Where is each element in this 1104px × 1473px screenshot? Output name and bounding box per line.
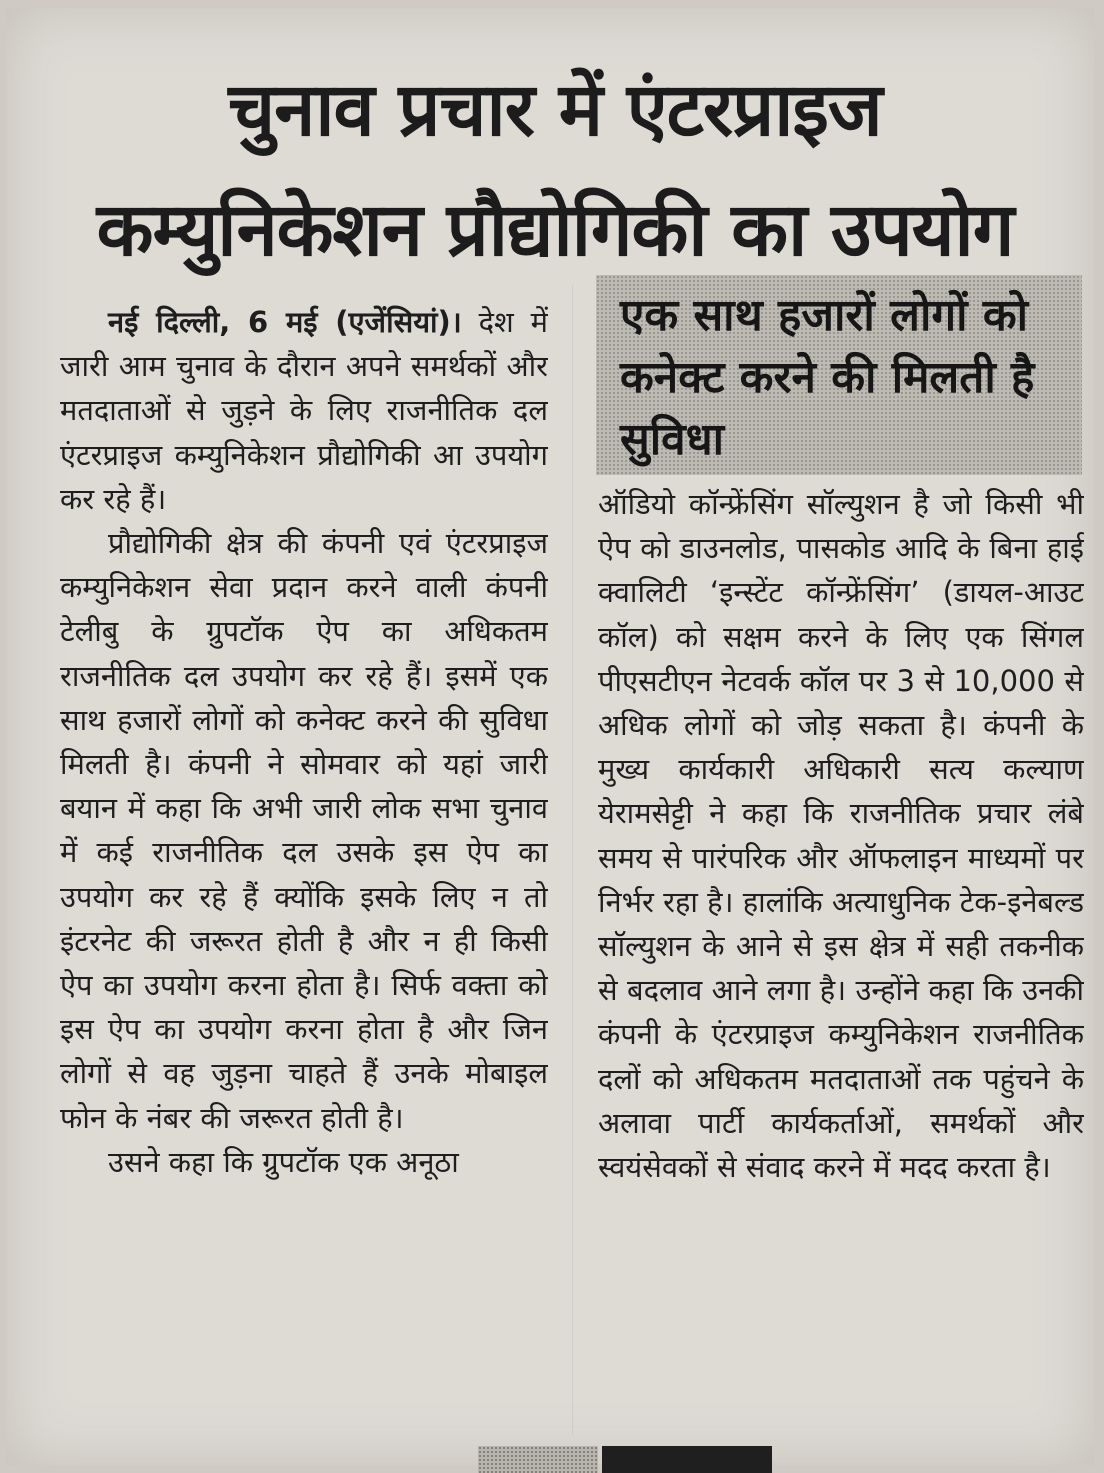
paragraph-2: प्रौद्योगिकी क्षेत्र की कंपनी एवं एंटरप्राइज कम्युनिकेशन सेवा प्रदान करने वाली कंपनी टेलीबु के ग्रुपटॉक ऐप का अधिकतम राजनीतिक दल उपयोग कर रहे हैं। इसमें एक साथ हजारों लोगों को कनेक्ट करने की सुविधा मिलती है। कंपनी ने सोमवार को यहां जारी बयान में कहा कि अभी जारी लोक सभा चुनाव में कई राजनीतिक दल उसके इस ऐप का उपयोग कर रहे हैं क्योंकि इसके लिए न तो इंटरनेट की जरूरत होती है और न ही किसी ऐप का उपयोग करना होता है। सिर्फ वक्ता को इस ऐप का उपयोग करना होता है और जिन लोगों से वह जुड़ना चाहते हैं उनके मोबाइल फोन के नंबर की जरूरत होती है। <box>60 526 548 1135</box>
right-column-paragraph: ऑडियो कॉन्फ्रेंसिंग सॉल्युशन है जो किसी भी ऐप को डाउनलोड, पासकोड आदि के बिना हाई क्वालिटी ‘इन्स्टेंट कॉन्फ्रेंसिंग’ (डायल-आउट कॉल) को सक्षम करने के लिए एक सिंगल पीएसटीएन नेटवर्क कॉल पर 3 से 10,000 से अधिक लोगों को जोड़ सकता है। कंपनी के मुख्य कार्यकारी अधिकारी सत्य कल्याण येरामसेट्टी ने कहा कि राजनीतिक प्रचार लंबे समय से पारंपरिक और ऑफलाइन माध्यमों पर निर्भर रहा है। हालांकि अत्याधुनिक टेक-इनेबल्ड सॉल्युशन के आने से इस क्षेत्र में सही तकनीक से बदलाव आने लगा है। उन्होंने कहा कि उनकी कंपनी के एंटरप्राइज कम्युनिकेशन राजनीतिक दलों को अधिकतम मतदाताओं तक पहुंचने के अलावा पार्टी कार्यकर्ताओं, समर्थकों और स्वयंसेवकों से संवाद करने में मदद करता है। <box>598 487 1084 1185</box>
column-divider <box>572 285 573 1435</box>
subheading: एक साथ हजारों लोगों को कनेक्ट करने की मिलती है सुविधा <box>620 290 1035 465</box>
paragraph-3: उसने कहा कि ग्रुपटॉक एक अनूठा <box>108 1144 459 1179</box>
headline-line-1: चुनाव प्रचार में एंटरप्राइज <box>228 67 882 153</box>
paragraph-1 <box>60 300 548 521</box>
dateline: नई दिल्ली, 6 मई (एजेंसियां)। <box>108 305 462 339</box>
bottom-dark-bar <box>602 1446 772 1473</box>
paragraph-1-text: देश में जारी आम चुनाव के दौरान अपने समर्थकों और मतदाताओं से जुड़ने के लिए राजनीतिक दल एंटरप्राइज कम्युनिकेशन प्रौद्योगिकी आ उपयोग कर रहे हैं। <box>60 305 548 516</box>
right-column <box>598 482 1084 1422</box>
headline <box>40 50 1070 290</box>
left-column <box>60 300 548 1450</box>
bottom-pattern-bar <box>478 1446 598 1473</box>
headline-line-2: कम्युनिकेशन प्रौद्योगिकी का उपयोग <box>96 187 1014 273</box>
